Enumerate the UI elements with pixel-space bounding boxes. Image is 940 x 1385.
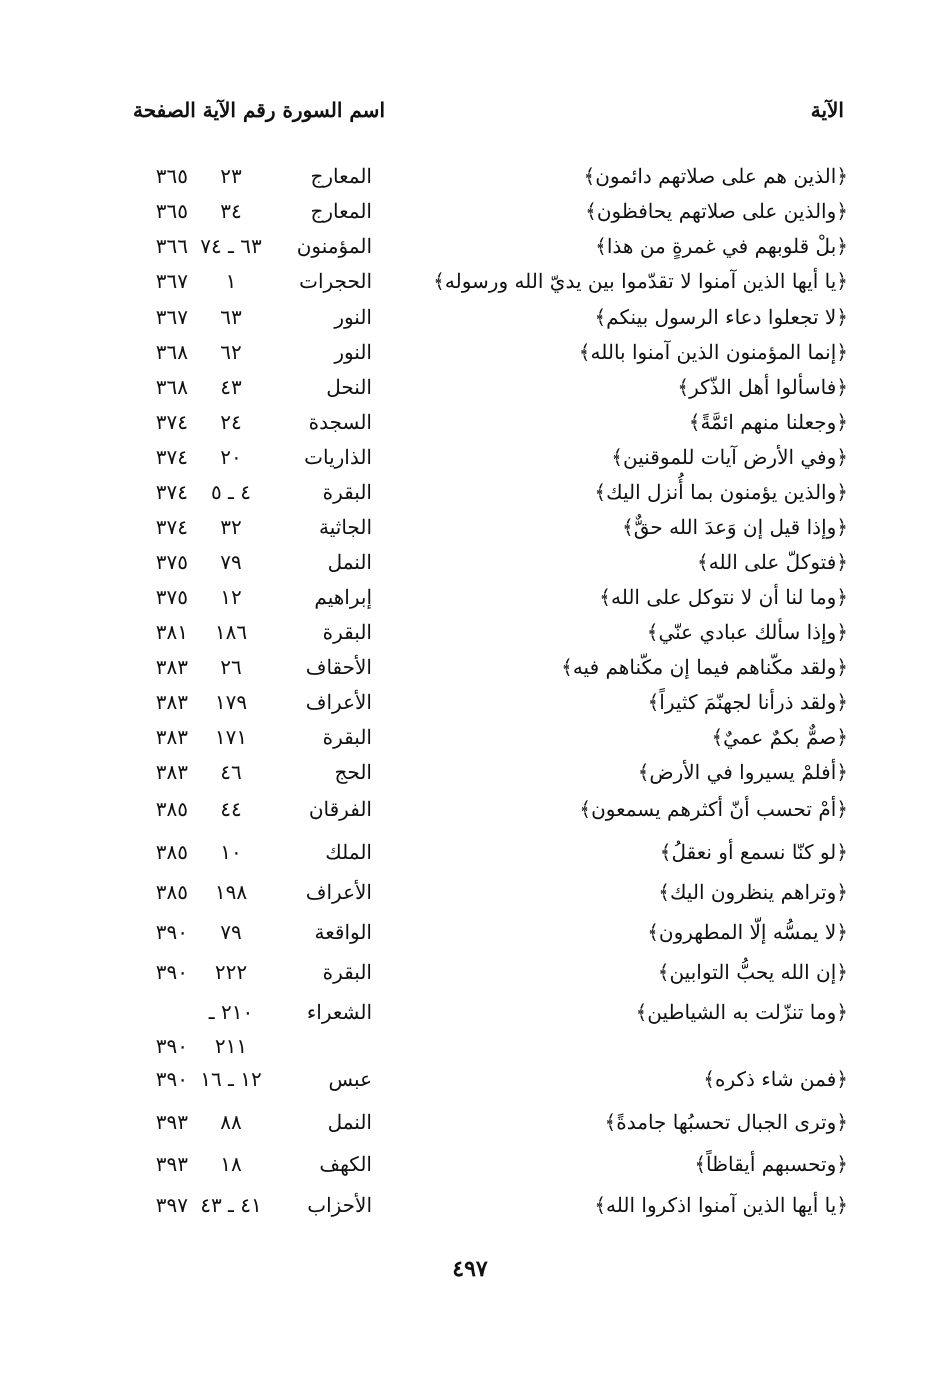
ayah-text: ﴿ولقد مكّناهم فيما إن مكّناهم فيه﴾ xyxy=(561,655,848,679)
ayah-number: ٤٤ xyxy=(220,797,242,821)
table-row xyxy=(0,1000,940,1030)
page-reference: ٣٨٥ xyxy=(155,880,188,904)
ayah-number: ٤٣ xyxy=(220,375,242,399)
ayah-text: ﴿وفي الأرض آيات للموقنين﴾ xyxy=(611,445,848,469)
page-reference: ٣٦٥ xyxy=(155,164,188,188)
ayah-number: ٦٣ xyxy=(220,305,242,329)
surah-name: عبس xyxy=(328,1067,372,1091)
page-reference: ٣٩٠ xyxy=(155,960,188,984)
header-ayah-label: الآية xyxy=(810,98,844,122)
surah-name: الحج xyxy=(334,760,372,784)
table-row xyxy=(0,480,940,510)
table-row xyxy=(0,269,940,299)
page-reference: ٣٩٠ xyxy=(155,1034,188,1058)
surah-name: النور xyxy=(334,340,372,364)
table-row xyxy=(0,445,940,475)
ayah-number: ٢١٠ ـ xyxy=(208,1000,254,1024)
ayah-text: ﴿وإذا قيل إن وَعدَ الله حقٌّ﴾ xyxy=(621,515,848,539)
page-reference: ٣٩٧ xyxy=(155,1193,188,1217)
table-row xyxy=(0,1067,940,1097)
table-row xyxy=(0,655,940,685)
ayah-text: ﴿ولقد ذرأنا لجهنّمَ كثيراً﴾ xyxy=(647,690,848,714)
table-row xyxy=(0,960,940,990)
ayah-number: ١٧٩ xyxy=(214,690,248,714)
ayah-number: ١٧١ xyxy=(214,725,248,749)
surah-name: الكهف xyxy=(319,1152,372,1176)
ayah-text: ﴿والذين يؤمنون بما أُنزل اليك﴾ xyxy=(594,480,848,504)
table-row xyxy=(0,920,940,950)
surah-name: إبراهيم xyxy=(314,585,372,609)
ayah-text: ﴿وترى الجبال تحسبُها جامدةً﴾ xyxy=(604,1110,848,1134)
table-row xyxy=(0,375,940,405)
ayah-text: ﴿بلْ قلوبهم في غمرةٍ من هذا﴾ xyxy=(595,234,848,258)
ayah-number: ١٨٦ xyxy=(214,620,248,644)
page-reference: ٣٧٤ xyxy=(155,410,188,434)
surah-name: المعارج xyxy=(310,199,372,223)
table-row xyxy=(0,797,940,827)
table-row xyxy=(0,1110,940,1140)
table-row xyxy=(0,340,940,370)
ayah-number: ٤ ـ ٥ xyxy=(210,480,252,504)
surah-name: الأعراف xyxy=(305,690,372,714)
table-row xyxy=(0,725,940,755)
ayah-text: ﴿وما لنا أن لا نتوكل على الله﴾ xyxy=(599,585,848,609)
ayah-number: ١٢ ـ ١٦ xyxy=(200,1067,262,1091)
header-columns-label: اسم السورة رقم الآية الصفحة xyxy=(133,98,385,122)
page-reference: ٣٦٧ xyxy=(155,305,188,329)
ayah-number: ١٩٨ xyxy=(214,880,248,904)
table-row xyxy=(0,585,940,615)
surah-name: النمل xyxy=(327,1110,372,1134)
page-reference: ٣٦٧ xyxy=(155,269,188,293)
ayah-text: ﴿فمن شاء ذكره﴾ xyxy=(703,1067,848,1091)
page-reference: ٣٩٠ xyxy=(155,1067,188,1091)
surah-name: الحجرات xyxy=(299,269,372,293)
page-reference: ٣٩٠ xyxy=(155,920,188,944)
ayah-number: ٣٢ xyxy=(220,515,242,539)
ayah-text: ﴿إنما المؤمنون الذين آمنوا بالله﴾ xyxy=(578,340,848,364)
ayah-number: ٦٢ xyxy=(220,340,242,364)
ayah-text: ﴿فتوكلّ على الله﴾ xyxy=(697,550,848,574)
table-row xyxy=(0,840,940,870)
ayah-text: ﴿وجعلنا منهم ائمَّةً﴾ xyxy=(688,410,848,434)
surah-name: البقرة xyxy=(322,480,372,504)
ayah-number: ٢١١ xyxy=(214,1034,248,1058)
ayah-text: ﴿يا أيها الذين آمنوا اذكروا الله﴾ xyxy=(594,1193,848,1217)
page-reference: ٣٨١ xyxy=(155,620,188,644)
ayah-text: ﴿الذين هم على صلاتهم دائمون﴾ xyxy=(583,164,848,188)
table-row xyxy=(0,1034,940,1064)
ayah-text: ﴿وتراهم ينظرون اليك﴾ xyxy=(658,880,848,904)
page-reference: ٣٦٨ xyxy=(155,375,188,399)
surah-name: الشعراء xyxy=(306,1000,372,1024)
surah-name: الواقعة xyxy=(314,920,372,944)
page-reference: ٣٨٥ xyxy=(155,797,188,821)
table-row xyxy=(0,620,940,650)
surah-name: الملك xyxy=(325,840,372,864)
table-row xyxy=(0,410,940,440)
ayah-number: ٣٤ xyxy=(220,199,242,223)
ayah-number: ٦٣ ـ ٧٤ xyxy=(200,234,262,258)
page-reference: ٣٧٤ xyxy=(155,515,188,539)
ayah-number: ٢٦ xyxy=(220,655,242,679)
ayah-number: ٢٤ xyxy=(220,410,242,434)
page-reference: ٣٨٣ xyxy=(155,725,188,749)
ayah-number: ٤٦ xyxy=(220,760,242,784)
ayah-number: ٢٣ xyxy=(220,164,242,188)
ayah-text: ﴿وإذا سألك عبادي عنّي﴾ xyxy=(646,620,848,644)
surah-name: الجاثية xyxy=(319,515,372,539)
table-row xyxy=(0,1193,940,1223)
surah-name: المعارج xyxy=(310,164,372,188)
page-reference: ٣٦٦ xyxy=(155,234,188,258)
ayah-text: ﴿وتحسبهم أيقاظاً﴾ xyxy=(694,1152,848,1176)
table-row xyxy=(0,880,940,910)
table-row xyxy=(0,760,940,790)
table-row xyxy=(0,690,940,720)
surah-name: البقرة xyxy=(322,725,372,749)
surah-name: النور xyxy=(334,305,372,329)
ayah-text: ﴿لا تجعلوا دعاء الرسول بينكم﴾ xyxy=(594,305,848,329)
ayah-number: ٧٩ xyxy=(220,550,242,574)
page-reference: ٣٩٣ xyxy=(155,1110,188,1134)
page-reference: ٣٦٨ xyxy=(155,340,188,364)
page-reference: ٣٧٥ xyxy=(155,550,188,574)
ayah-text: ﴿يا أيها الذين آمنوا لا تقدّموا بين يديّ الله ورسوله﴾ xyxy=(433,269,848,293)
ayah-text: ﴿أفلمْ يسيروا في الأرض﴾ xyxy=(637,760,848,784)
surah-name: الفرقان xyxy=(308,797,372,821)
ayah-text: ﴿لو كنّا نسمع أو نعقلُ﴾ xyxy=(659,840,848,864)
ayah-text: ﴿لا يمسُّه إلّا المطهرون﴾ xyxy=(647,920,848,944)
ayah-number: ١٢ xyxy=(220,585,242,609)
ayah-text: ﴿أمْ تحسب أنّ أكثرهم يسمعون﴾ xyxy=(579,797,848,821)
page-reference: ٣٨٥ xyxy=(155,840,188,864)
surah-name: البقرة xyxy=(322,960,372,984)
surah-name: البقرة xyxy=(322,620,372,644)
table-row xyxy=(0,550,940,580)
ayah-number: ١ xyxy=(225,269,237,293)
table-row xyxy=(0,1152,940,1182)
table-row xyxy=(0,234,940,264)
table-row xyxy=(0,305,940,335)
ayah-number: ٧٩ xyxy=(220,920,242,944)
ayah-number: ١٨ xyxy=(220,1152,242,1176)
page-reference: ٣٨٣ xyxy=(155,655,188,679)
surah-name: الأحزاب xyxy=(307,1193,372,1217)
page-reference: ٣٦٥ xyxy=(155,199,188,223)
page-reference: ٣٨٣ xyxy=(155,760,188,784)
ayah-number: ٨٨ xyxy=(220,1110,242,1134)
ayah-text: ﴿إن الله يحبُّ التوابين﴾ xyxy=(657,960,848,984)
ayah-text: ﴿صمٌّ بكمٌ عميٌ﴾ xyxy=(711,725,848,749)
surah-name: السجدة xyxy=(308,410,372,434)
page-reference: ٣٩٣ xyxy=(155,1152,188,1176)
page-reference: ٣٧٤ xyxy=(155,480,188,504)
ayah-text: ﴿والذين على صلاتهم يحافظون﴾ xyxy=(585,199,848,223)
surah-name: النمل xyxy=(327,550,372,574)
page-reference: ٣٧٤ xyxy=(155,445,188,469)
surah-name: المؤمنون xyxy=(296,234,372,258)
ayah-number: ٢٢٢ xyxy=(214,960,248,984)
page-reference: ٣٨٣ xyxy=(155,690,188,714)
surah-name: النحل xyxy=(326,375,372,399)
surah-name: الأعراف xyxy=(305,880,372,904)
ayah-number: ٢٠ xyxy=(220,445,242,469)
ayah-number: ١٠ xyxy=(220,840,242,864)
surah-name: الذاريات xyxy=(304,445,372,469)
table-row xyxy=(0,515,940,545)
table-row xyxy=(0,164,940,194)
ayah-number: ٤١ ـ ٤٣ xyxy=(200,1193,262,1217)
ayah-text: ﴿وما تنزّلت به الشياطين﴾ xyxy=(635,1000,848,1024)
page-reference: ٣٧٥ xyxy=(155,585,188,609)
ayah-text: ﴿فاسألوا أهل الذّكر﴾ xyxy=(677,375,848,399)
table-row xyxy=(0,199,940,229)
page-number: ٤٩٧ xyxy=(452,1256,488,1282)
surah-name: الأحقاف xyxy=(305,655,372,679)
